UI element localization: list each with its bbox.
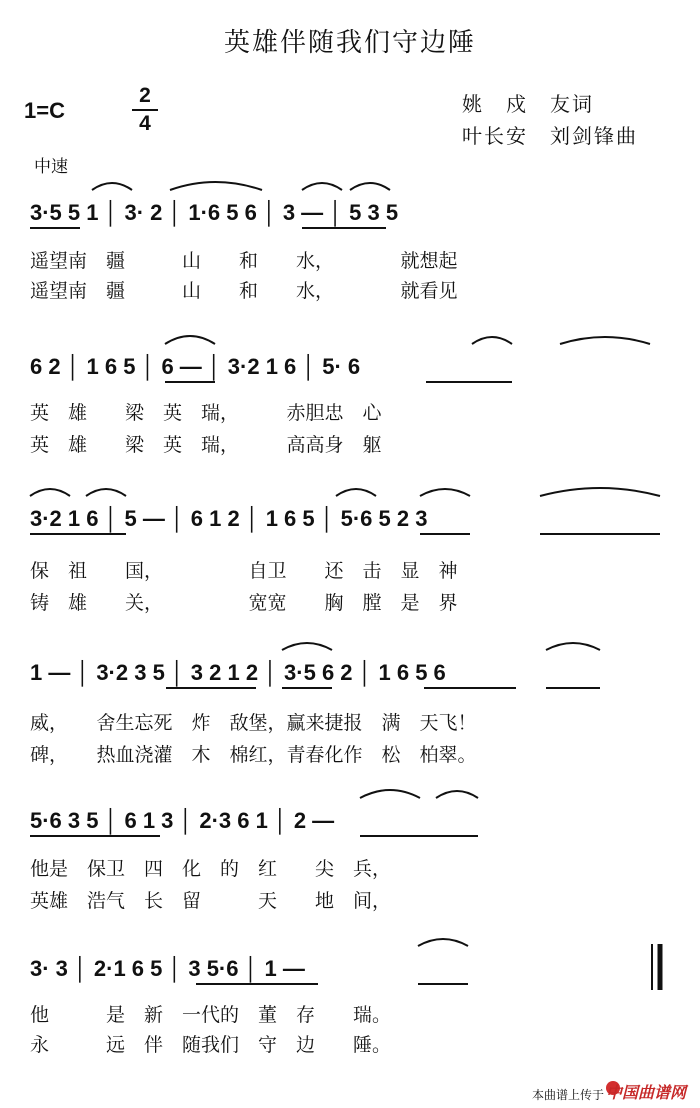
lyric-line-1-verse-2: 遥望南 疆 山 和 水， 就看见	[30, 280, 458, 302]
slur	[92, 183, 132, 190]
slur	[546, 643, 600, 650]
slur	[418, 939, 468, 946]
meter-bottom: 4	[139, 112, 151, 135]
key-signature: 1=C	[24, 98, 65, 123]
lyric-line-3-verse-2: 铸 雄 关， 宽宽 胸 膛 是 界	[30, 592, 458, 614]
lyric-line-5-verse-1: 他是 保卫 四 化 的 红 尖 兵，	[30, 858, 392, 880]
lyric-line-5-verse-2: 英雄 浩气 长 留 天 地 间，	[30, 890, 392, 912]
slur	[165, 336, 215, 344]
slur	[540, 488, 660, 496]
lyric-line-1-verse-1: 遥望南 疆 山 和 水， 就想起	[30, 250, 458, 272]
slur	[30, 489, 70, 496]
lyric-line-2-verse-2: 英 雄 梁 英 瑞， 高高身 躯	[30, 434, 382, 456]
notation-line-5: 5·6 3 5 │ 6 1 3 │ 2·3 6 1 │ 2 —	[30, 808, 335, 833]
lyric-line-6-verse-1: 他 是 新 一代的 董 存 瑞。	[30, 1004, 392, 1026]
lyric-line-2-verse-1: 英 雄 梁 英 瑞， 赤胆忠 心	[30, 402, 382, 424]
slur	[472, 337, 512, 344]
tempo-marking: 中速	[34, 157, 68, 177]
slur	[350, 183, 390, 190]
lyric-line-4-verse-2: 碑， 热血浇灌 木 棉红，青春化作 松 柏翠。	[30, 744, 477, 766]
notation-line-4: 1 — │ 3·2 3 5 │ 3 2 1 2 │ 3·5 6 2 │ 1 6 5 6	[30, 660, 446, 685]
page-title: 英雄伴随我们守边陲	[223, 28, 476, 58]
slur	[360, 790, 420, 798]
slur	[302, 183, 342, 190]
meter-top: 2	[139, 84, 151, 107]
lyric-line-4-verse-1: 威， 舍生忘死 炸 敌堡，赢来捷报 满 天飞！	[30, 712, 477, 734]
notation-line-1: 3·5 5 1 │ 3· 2 │ 1·6 5 6 │ 3 — │ 5 3 5	[30, 200, 399, 225]
slur	[170, 182, 262, 190]
slur	[86, 489, 126, 496]
notation-line-6: 3· 3 │ 2·1 6 5 │ 3 5·6 │ 1 —	[30, 956, 305, 981]
slur	[436, 791, 478, 798]
site-logo-text: 中国曲谱网	[605, 1083, 686, 1102]
notation-line-2: 6 2 │ 1 6 5 │ 6 — │ 3·2 1 6 │ 5· 6	[30, 354, 361, 379]
slur	[560, 337, 650, 344]
lyric-line-6-verse-2: 永 远 伴 随我们 守 边 陲。	[30, 1034, 392, 1056]
slur	[336, 489, 376, 496]
slur	[420, 489, 470, 496]
lyricist-credit: 姚 戍 友词	[462, 92, 594, 116]
notation-line-3: 3·2 1 6 │ 5 — │ 6 1 2 │ 1 6 5 │ 5·6 5 2 3	[30, 506, 428, 531]
lyric-line-3-verse-1: 保 祖 国， 自卫 还 击 显 神	[30, 560, 458, 582]
footer-upload-note: 本曲谱上传于	[531, 1088, 604, 1102]
composer-credit: 叶长安 刘剑锋曲	[462, 124, 638, 148]
slur	[282, 643, 332, 650]
